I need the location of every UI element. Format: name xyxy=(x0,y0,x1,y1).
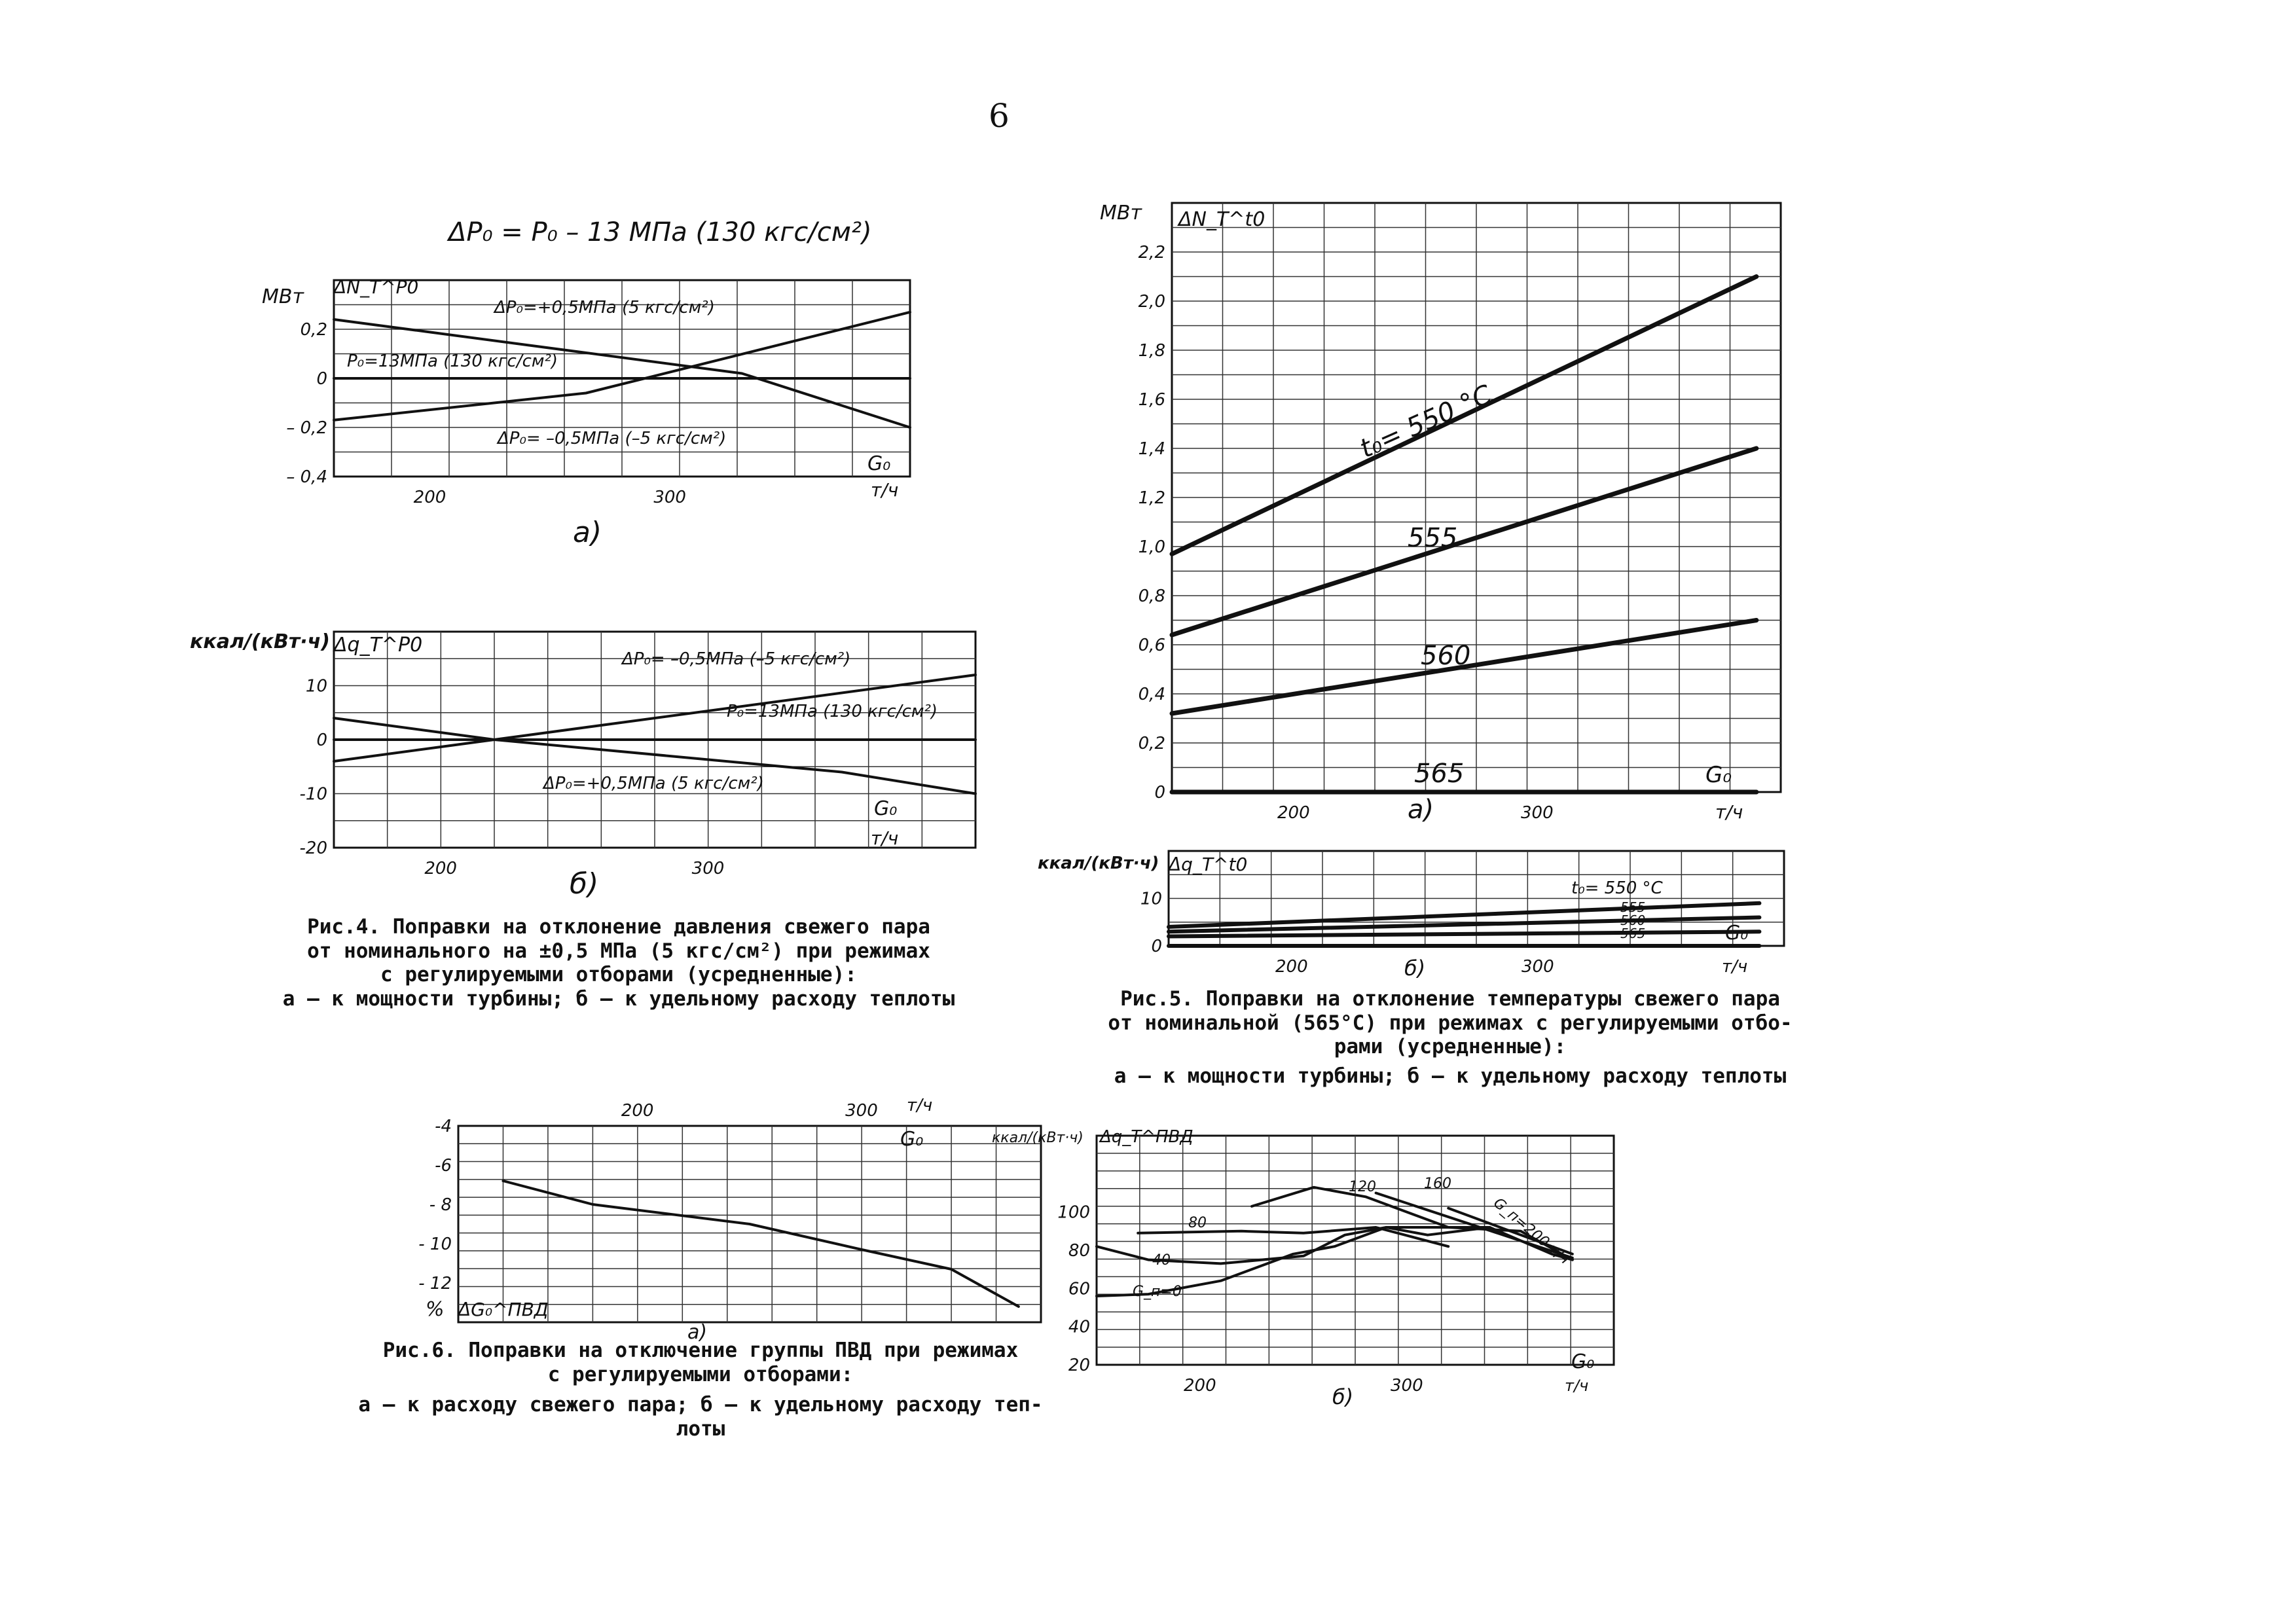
series-label-0: G_п=0 xyxy=(1133,1284,1182,1300)
x-var-label: G₀ xyxy=(874,797,898,820)
caption-line: Рис.4. Поправки на отклонение давления свежего пара xyxy=(307,915,930,939)
series-label-560: 560 xyxy=(1620,912,1646,928)
series-label-plus: ΔP₀=+0,5МПа (5 кгс/см²) xyxy=(494,298,715,317)
x-unit-label: т/ч xyxy=(1565,1377,1589,1395)
annotations xyxy=(190,630,938,901)
chart-fig4b xyxy=(190,619,975,907)
series-label-plus: ΔP₀=+0,5МПа (5 кгс/см²) xyxy=(543,774,764,793)
y-unit-label: МВт xyxy=(1100,202,1142,225)
x-var-label: G₀ xyxy=(900,1128,924,1151)
series-label-550: t₀= 550 °C xyxy=(1571,878,1663,898)
caption-line: с регулируемыми отборами: xyxy=(547,1362,854,1386)
y-tick-label: 0 xyxy=(1154,783,1165,803)
x-tick-label: 200 xyxy=(1184,1376,1216,1396)
caption-line: а – к мощности турбины; б – к удельному расходу теплоты xyxy=(282,986,955,1011)
series-lines xyxy=(503,1181,1019,1307)
grid xyxy=(418,1101,1041,1322)
grid xyxy=(1139,203,1781,823)
series-label-minus: ΔP₀= –0,5МПа (–5 кгс/см²) xyxy=(498,429,727,448)
sublabel: а) xyxy=(1408,795,1434,825)
series-label-560: 560 xyxy=(1421,641,1471,671)
sublabel: б) xyxy=(1332,1384,1354,1409)
y-tick-label: 100 xyxy=(1057,1202,1090,1223)
y-unit-label: МВт xyxy=(262,285,304,308)
y-tick-label: 0,2 xyxy=(1138,734,1165,753)
y-tick-label: – 0,4 xyxy=(286,467,327,487)
y-unit-label: ккал/(кВт·ч) xyxy=(1038,854,1159,873)
y-tick-label: - 12 xyxy=(418,1274,452,1293)
y-tick-label: 0 xyxy=(1151,937,1162,956)
series-line-1 xyxy=(1172,448,1757,635)
x-tick-label: 200 xyxy=(621,1101,654,1121)
x-var-label: G₀ xyxy=(1571,1350,1595,1373)
series-axis-label: ΔG₀^ПВД xyxy=(458,1299,549,1320)
series-label-nominal: P₀=13МПа (130 кгс/см²) xyxy=(727,702,938,721)
y-tick-label: 1,4 xyxy=(1138,439,1165,459)
annotations xyxy=(262,217,898,549)
x-tick-label: 300 xyxy=(1522,957,1554,977)
y-unit-label: ккал/(кВт·ч) xyxy=(190,630,330,653)
series-label-160: 160 xyxy=(1424,1176,1451,1192)
caption-line: с регулируемыми отборами (усредненные): xyxy=(380,963,857,987)
y-tick-label: 0,4 xyxy=(1138,685,1165,704)
series-axis-label: Δq_T^P0 xyxy=(334,634,423,657)
sublabel: б) xyxy=(1404,956,1426,981)
y-tick-label: 0,2 xyxy=(300,320,327,340)
chart-fig5b xyxy=(1038,841,1784,992)
series-axis-label: Δq_T^t0 xyxy=(1169,854,1248,875)
y-tick-label: 80 xyxy=(1068,1241,1090,1261)
annotations xyxy=(1100,202,1743,825)
y-tick-label: - 8 xyxy=(429,1195,452,1215)
series-label-minus: ΔP₀= –0,5МПа (–5 кгс/см²) xyxy=(622,649,851,669)
series-line-0 xyxy=(503,1181,1019,1307)
series-label-80: 80 xyxy=(1188,1215,1207,1231)
y-tick-label: - 10 xyxy=(418,1235,452,1254)
series-line-2 xyxy=(1169,931,1759,936)
x-unit-label: т/ч xyxy=(907,1096,933,1115)
sublabel: а) xyxy=(687,1321,708,1344)
y-tick-label: -4 xyxy=(435,1117,452,1136)
y-tick-label: – 0,2 xyxy=(286,418,327,438)
y-tick-label: 60 xyxy=(1068,1279,1090,1299)
x-tick-label: 200 xyxy=(413,488,446,507)
x-tick-label: 300 xyxy=(691,859,725,878)
x-var-label: G₀ xyxy=(867,452,891,475)
caption-line: от номинального на ±0,5 МПа (5 кгс/см²) при режимах xyxy=(307,939,930,963)
y-tick-label: 40 xyxy=(1068,1317,1090,1337)
caption-line: а – к мощности турбины; б – к удельному расходу теплоты xyxy=(1114,1064,1787,1088)
x-tick-label: 300 xyxy=(845,1101,878,1121)
sublabel: б) xyxy=(570,867,599,901)
series-label-565: 565 xyxy=(1620,926,1646,941)
x-unit-label: т/ч xyxy=(871,827,899,849)
x-unit-label: т/ч xyxy=(871,479,899,501)
y-unit-label: ккал/(кВт·ч) xyxy=(992,1130,1084,1146)
x-tick-label: 300 xyxy=(653,488,686,507)
caption-line: а – к расходу свежего пара; б – к удельному расходу теп- xyxy=(358,1393,1043,1417)
y-unit-label: % xyxy=(426,1298,445,1321)
y-tick-label: 0,8 xyxy=(1138,586,1165,606)
y-tick-label: 1,6 xyxy=(1138,390,1165,410)
y-tick-label: -6 xyxy=(435,1156,452,1176)
caption-line: рами (усредненные): xyxy=(1334,1035,1567,1059)
y-tick-label: 10 xyxy=(1140,889,1162,909)
x-tick-label: 200 xyxy=(1277,803,1310,823)
series-lines xyxy=(1172,277,1757,793)
x-var-label: G₀ xyxy=(1725,922,1749,945)
chart-fig5a xyxy=(1100,190,1807,825)
grid xyxy=(1057,1136,1614,1396)
y-tick-label: 1,2 xyxy=(1138,488,1165,508)
x-tick-label: 200 xyxy=(1275,957,1308,977)
series-lines xyxy=(1169,903,1759,946)
series-label-200: G_п=200 т/ч xyxy=(1490,1195,1573,1268)
page-number: 6 xyxy=(989,97,1010,135)
series-label-550: t₀= 550 °C xyxy=(1355,379,1497,465)
caption-fig4 xyxy=(252,915,985,1011)
annotations xyxy=(426,1096,932,1344)
series-label-565: 565 xyxy=(1414,759,1465,789)
y-tick-label: -10 xyxy=(299,784,327,804)
chart-fig4a xyxy=(242,208,962,549)
series-axis-label: Δq_T^ПВД xyxy=(1100,1127,1194,1147)
series-label-nominal: P₀=13МПа (130 кгс/см²) xyxy=(347,352,558,371)
series-axis-label: ΔN_T^P0 xyxy=(334,276,419,298)
y-tick-label: 1,8 xyxy=(1138,341,1165,361)
x-unit-label: т/ч xyxy=(1715,801,1743,823)
caption-fig5 xyxy=(1074,987,1827,1088)
x-tick-label: 300 xyxy=(1521,803,1554,823)
y-tick-label: 10 xyxy=(305,676,327,696)
x-unit-label: т/ч xyxy=(1722,957,1748,977)
series-label-40: 40 xyxy=(1152,1252,1171,1269)
sublabel: а) xyxy=(573,516,602,549)
x-var-label: G₀ xyxy=(1705,762,1732,788)
y-tick-label: 2,0 xyxy=(1138,292,1165,312)
y-tick-label: 1,0 xyxy=(1138,537,1165,557)
caption-line: от номинальной (565°С) при режимах с регулируемыми отбо- xyxy=(1108,1011,1793,1035)
x-tick-label: 300 xyxy=(1391,1376,1423,1396)
y-tick-label: 20 xyxy=(1068,1356,1090,1375)
y-tick-label: 0 xyxy=(316,731,327,750)
y-tick-label: -20 xyxy=(299,839,327,858)
y-tick-label: 2,2 xyxy=(1138,243,1165,262)
y-tick-label: 0,6 xyxy=(1138,636,1165,655)
series-label-120: 120 xyxy=(1349,1179,1376,1195)
chart-title: ΔP₀ = P₀ – 13 МПа (130 кгс/см²) xyxy=(448,217,872,247)
series-axis-label: ΔN_T^t0 xyxy=(1178,208,1266,231)
chart-fig6a xyxy=(406,1090,1048,1344)
series-label-555: 555 xyxy=(1620,899,1646,915)
series-label-555: 555 xyxy=(1408,523,1458,553)
x-tick-label: 200 xyxy=(424,859,457,878)
caption-line: Рис.6. Поправки на отключение группы ПВД при режимах xyxy=(382,1339,1019,1362)
caption-fig6 xyxy=(314,1339,1087,1441)
caption-line: лоты xyxy=(676,1416,725,1441)
y-tick-label: 0 xyxy=(316,369,327,389)
caption-line: Рис.5. Поправки на отклонение температуры свежего пара xyxy=(1120,987,1780,1011)
